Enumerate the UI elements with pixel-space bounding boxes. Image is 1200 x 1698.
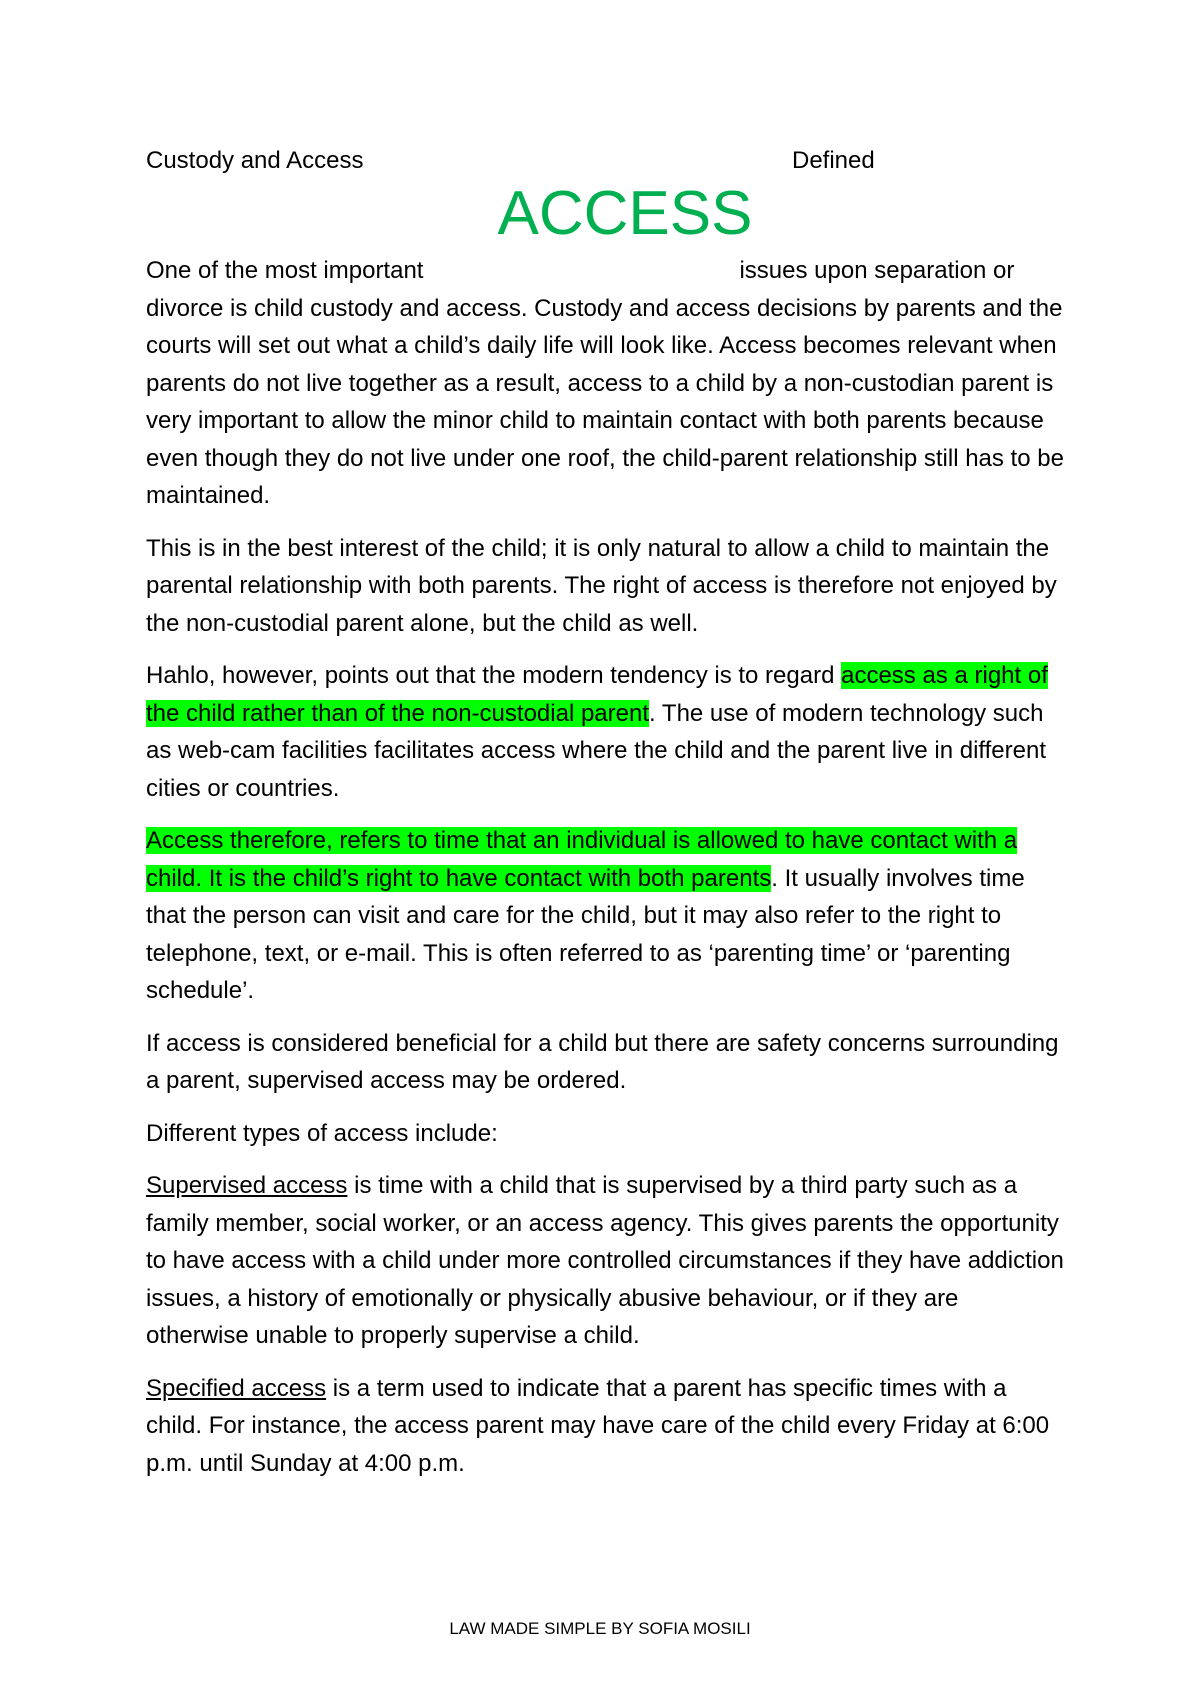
paragraph-text: One of the most important	[146, 257, 424, 284]
paragraph-supervised-access	[146, 1167, 1066, 1355]
paragraph-intro	[146, 252, 1066, 515]
paragraph-hahlo	[146, 657, 1066, 807]
paragraph-supervised-order: If access is considered beneficial for a child but there are safety concerns surrounding a parent, supervised access may be ordered.	[146, 1029, 1059, 1094]
paragraph-types-intro: Different types of access include:	[146, 1119, 498, 1147]
term-specified-access: Specified access	[146, 1374, 327, 1402]
paragraph-text: . The use of modern technology such as web-cam facilities facilitates access where the child and the parent live in different cities or countries.	[146, 699, 1047, 802]
document-body	[146, 252, 1066, 1497]
term-supervised-access: Supervised access	[146, 1172, 348, 1199]
paragraph-access-definition	[146, 822, 1066, 1010]
highlighted-text: Access therefore, refers to time that an individual is allowed to have contact with a child. It is the child’s right to have contact with both parents	[146, 827, 1018, 892]
paragraph-text: issues upon separation or divorce is child custody and access. Custody and access decisions by parents and the courts will set out what a child’s daily life will look like. Access becomes relevant when parents do not live together as a result, access to a child by a non-custodian parent is very important to allow the minor child to maintain contact with both parents because even though they do not live under one roof, the child-parent relationship still has to be maintained.	[146, 257, 1064, 509]
page-title: ACCESS	[497, 179, 753, 248]
page-footer: LAW MADE SIMPLE BY SOFIA MOSILI	[449, 1619, 751, 1638]
paragraph-specified-access	[146, 1370, 1066, 1483]
highlighted-text: access as a right of the child rather than of the non-custodial parent	[146, 662, 1048, 727]
paragraph-text: is a term used to indicate that a parent has specific times with a child. For instance, the access parent may have care of the child every Friday at 6:00 p.m. until Sunday at 4:00 p.m.	[146, 1374, 1050, 1477]
paragraph-text: Hahlo, however, points out that the modern tendency is to regard	[146, 662, 842, 689]
paragraph-text: . It usually involves time that the person can visit and care for the child, but it may also refer to the right to telephone, text, or e-mail. This is often referred to as ‘parenting time’ or ‘parenting schedule’.	[146, 864, 1025, 1004]
header-title-left: Custody and Access	[146, 147, 364, 174]
paragraph-text: is time with a child that is supervised by a third party such as a family member, social worker, or an access agency. This gives parents the opportunity to have access with a child under more controlled circumstances if they have addiction issues, a history of emotionally or physically abusive behaviour, or if they are otherwise unable to properly supervise a child.	[146, 1172, 1064, 1349]
header-title-right: Defined	[792, 147, 875, 174]
paragraph-best-interest: This is in the best interest of the child; it is only natural to allow a child to maintain the parental relationship with both parents. The right of access is therefore not enjoyed by the non-custodial parent alone, but the child as well.	[146, 534, 1057, 637]
